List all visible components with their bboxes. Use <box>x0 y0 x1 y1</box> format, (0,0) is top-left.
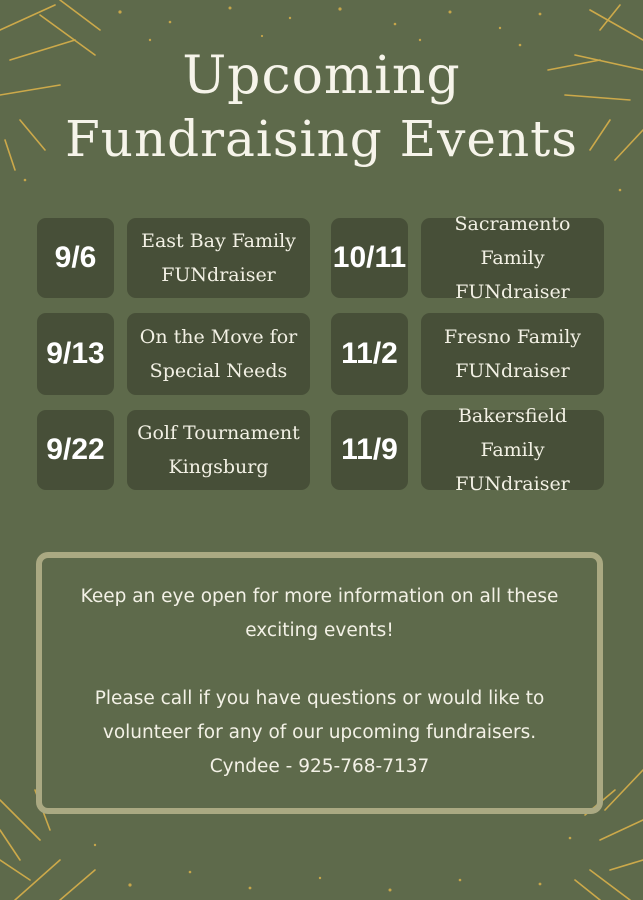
event-date: 9/22 <box>37 410 114 490</box>
poster-title <box>0 46 643 168</box>
event-name: East Bay Family FUNdraiser <box>127 218 310 298</box>
info-paragraph-2: Please call if you have questions or would like to volunteer for any of our upcoming fundraisers. <box>94 688 545 743</box>
contact-line: Cyndee - 925-768-7137 <box>209 756 430 777</box>
info-panel <box>36 552 603 814</box>
event-date: 9/6 <box>37 218 114 298</box>
event-name: Sacramento Family FUNdraiser <box>421 218 604 298</box>
event-date: 11/2 <box>331 313 408 395</box>
event-date: 11/9 <box>331 410 408 490</box>
event-name: On the Move for Special Needs <box>127 313 310 395</box>
event-name: Fresno Family FUNdraiser <box>421 313 604 395</box>
event-name: Golf Tournament Kingsburg <box>127 410 310 490</box>
title-line-1: Upcoming <box>182 46 461 106</box>
info-paragraph-1: Keep an eye open for more information on all these exciting events! <box>80 586 559 641</box>
event-name: Bakersfield Family FUNdraiser <box>421 410 604 490</box>
title-line-2: Fundraising Events <box>65 110 578 168</box>
event-date: 9/13 <box>37 313 114 395</box>
event-date: 10/11 <box>331 218 408 298</box>
